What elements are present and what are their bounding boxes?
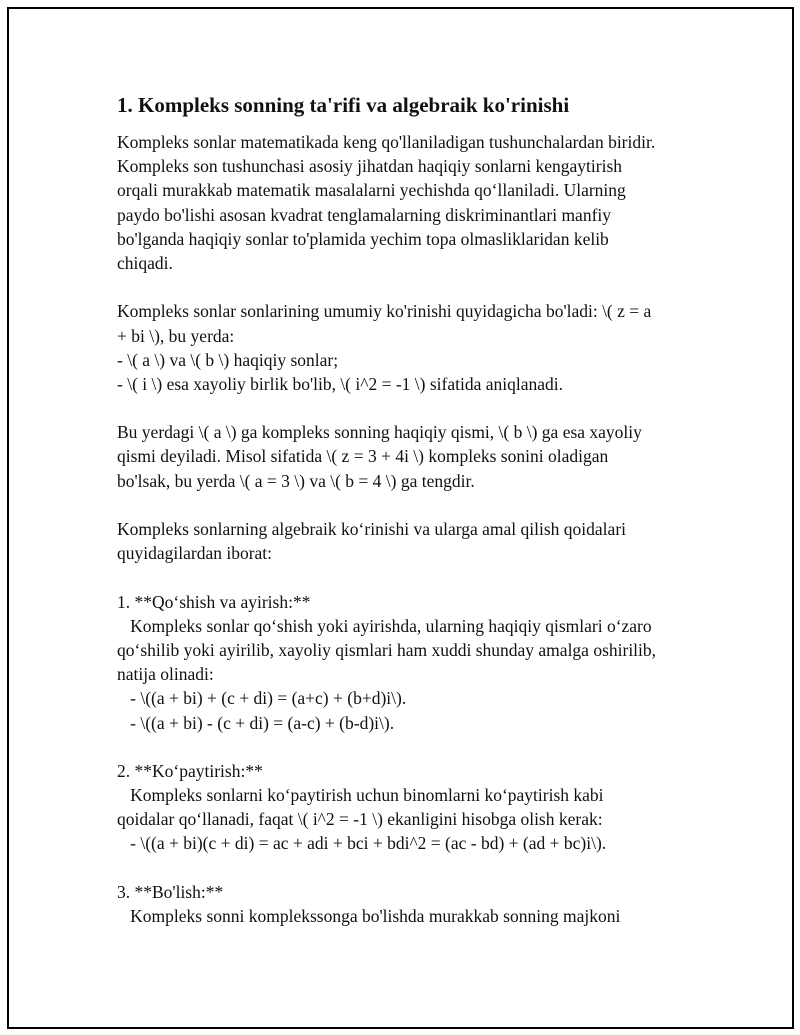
- text-line: Kompleks sonlarning algebraik ko‘rinishi va ularga amal qilish qoidalari: [117, 519, 627, 539]
- text-line: Kompleks sonlarni ko‘paytirish uchun binomlarni ko‘paytirish kabi: [117, 785, 604, 806]
- text-line: quyidagilardan iborat:: [117, 543, 273, 564]
- paragraph-gap: [117, 565, 697, 589]
- text-line: - \( a \) va \( b \) haqiqiy sonlar;: [117, 349, 339, 370]
- text-line: qo‘shilib yoki ayirilib, xayoliy qismlari ham xuddi shunday amalga oshirilib,: [117, 639, 657, 660]
- section-heading: 1. Kompleks sonning ta'rifi va algebraik ko'rinishi: [117, 93, 570, 117]
- section-division: [117, 880, 697, 928]
- text-line: + bi \), bu yerda:: [117, 325, 235, 346]
- paragraph-gap: [117, 275, 697, 299]
- paragraph-gap: [117, 735, 697, 759]
- text-line: - \( i \) esa xayoliy birlik bo'lib, \( i^2 = -1 \) sifatida aniqlanadi.: [117, 373, 563, 394]
- text-line: qoidalar qo‘llanadi, faqat \( i^2 = -1 \) ekanligini hisobga olish kerak:: [117, 809, 603, 830]
- text-line: bo'lganda haqiqiy sonlar to'plamida yechim topa olmasliklaridan kelib: [117, 228, 609, 249]
- text-line: Kompleks sonlar matematikada keng qo'llaniladigan tushunchalardan biridir.: [117, 132, 656, 152]
- text-line: Kompleks sonlar sonlarining umumiy ko'rinishi quyidagicha bo'ladi: \( z = a: [117, 301, 652, 322]
- text-line: natija olinadi:: [117, 664, 214, 685]
- text-line: 3. **Bo'lish:**: [117, 881, 224, 902]
- text-line: - \((a + bi) + (c + di) = (a+c) + (b+d)i\).: [117, 688, 407, 709]
- text-line: Bu yerdagi \( a \) ga kompleks sonning haqiqiy qismi, \( b \) ga esa xayoliy: [117, 422, 642, 443]
- paragraph-gap: [117, 493, 697, 517]
- paragraph-general-form: [117, 299, 697, 396]
- text-line: Kompleks sonni komplekssonga bo'lishda murakkab sonning majkoni: [117, 906, 621, 926]
- document-body: [117, 92, 697, 928]
- text-line: 2. **Ko‘paytirish:**: [117, 760, 263, 781]
- text-line: Kompleks son tushunchasi asosiy jihatdan haqiqiy sonlarni kengaytirish: [117, 156, 623, 177]
- section-multiplication: [117, 759, 697, 856]
- text-line: qismi deyiladi. Misol sifatida \( z = 3 + 4i \) kompleks sonini oladigan: [117, 446, 609, 467]
- text-line: paydo bo'lishi asosan kvadrat tenglamalarning diskriminantlari manfiy: [117, 204, 612, 225]
- text-line: - \((a + bi) - (c + di) = (a-c) + (b-d)i\).: [117, 712, 395, 733]
- paragraph-intro: [117, 130, 697, 275]
- paragraph-rules-intro: [117, 517, 697, 565]
- text-line: orqali murakkab matematik masalalarni yechishda qo‘llaniladi. Ularning: [117, 180, 626, 201]
- text-line: chiqadi.: [117, 252, 173, 273]
- text-line: 1. **Qo‘shish va ayirish:**: [117, 591, 311, 612]
- section-addition: [117, 590, 697, 735]
- text-line: - \((a + bi)(c + di) = ac + adi + bci + bdi^2 = (ac - bd) + (ad + bc)i\).: [117, 833, 607, 854]
- paragraph-gap: [117, 856, 697, 880]
- text-line: bo'lsak, bu yerda \( a = 3 \) va \( b = 4 \) ga tengdir.: [117, 470, 475, 491]
- paragraph-gap: [117, 396, 697, 420]
- text-line: Kompleks sonlar qo‘shish yoki ayirishda, ularning haqiqiy qismlari o‘zaro: [117, 615, 652, 636]
- paragraph-parts: [117, 420, 697, 493]
